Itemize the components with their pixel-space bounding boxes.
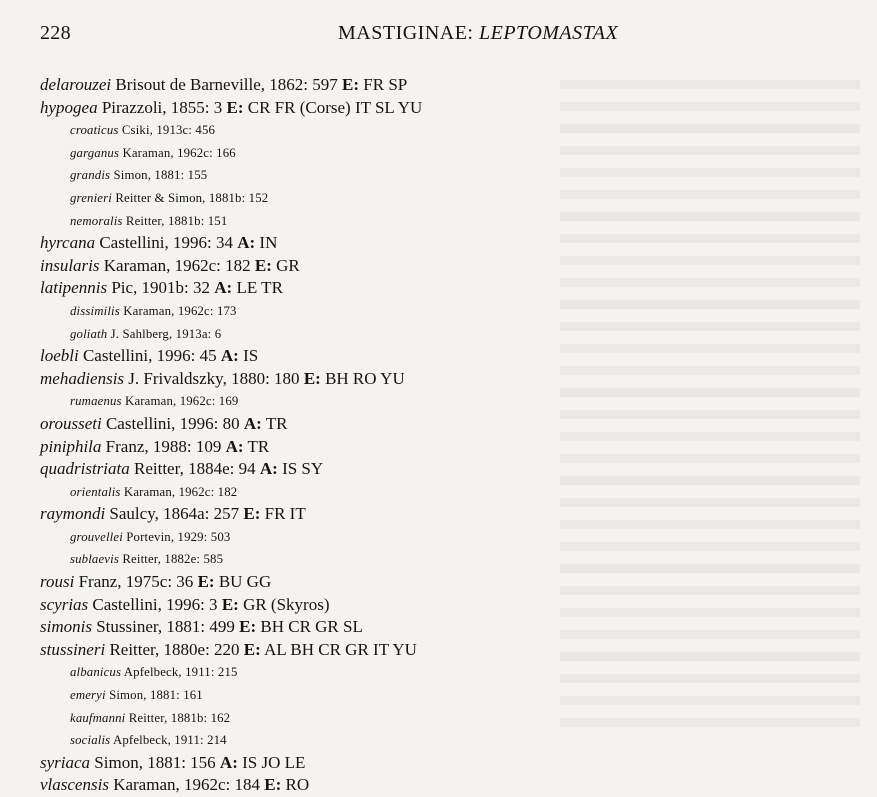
taxon-name: socialis bbox=[70, 733, 111, 748]
region-code: A: bbox=[243, 413, 262, 433]
taxon-name: scyrias bbox=[40, 594, 89, 614]
author-citation: Castellini, 1996: 80 bbox=[105, 413, 240, 433]
species-entry bbox=[40, 277, 860, 300]
region-code: E: bbox=[264, 775, 282, 795]
region-code: A: bbox=[237, 233, 256, 253]
distribution: IN bbox=[259, 233, 278, 253]
distribution: BH CR GR SL bbox=[260, 617, 363, 637]
author-citation: Karaman, 1962c: 169 bbox=[125, 394, 239, 409]
author-citation: Apfelbeck, 1911: 215 bbox=[123, 665, 238, 680]
author-citation: Pirazzoli, 1855: 3 bbox=[101, 97, 223, 117]
synonym-entry bbox=[40, 526, 860, 549]
taxon-name: piniphila bbox=[40, 436, 102, 456]
distribution: IS JO LE bbox=[242, 752, 306, 772]
species-entry bbox=[40, 616, 860, 639]
synonym-entry bbox=[40, 481, 860, 504]
taxon-name: albanicus bbox=[70, 665, 122, 680]
author-citation: Simon, 1881: 161 bbox=[109, 688, 203, 703]
species-entry bbox=[40, 458, 860, 481]
species-entry bbox=[40, 752, 860, 775]
taxon-name: stussineri bbox=[40, 639, 106, 659]
region-code: E: bbox=[303, 368, 321, 388]
distribution: IS bbox=[243, 346, 259, 366]
taxon-name: garganus bbox=[70, 145, 120, 160]
region-code: E: bbox=[342, 75, 360, 94]
distribution: GR (Skyros) bbox=[243, 594, 330, 614]
region-code: E: bbox=[254, 255, 272, 275]
taxon-name: orientalis bbox=[70, 484, 121, 499]
taxon-name: rumaenus bbox=[70, 394, 122, 409]
synonym-entry bbox=[40, 729, 860, 752]
distribution: AL BH CR GR IT YU bbox=[264, 639, 417, 659]
page-header bbox=[40, 22, 840, 50]
author-citation: J. Sahlberg, 1913a: 6 bbox=[110, 326, 222, 341]
author-citation: Apfelbeck, 1911: 214 bbox=[112, 733, 227, 748]
distribution: CR FR (Corse) IT SL YU bbox=[247, 97, 423, 117]
author-citation: Simon, 1881: 155 bbox=[113, 168, 208, 183]
running-title bbox=[338, 22, 618, 45]
synonym-entry bbox=[40, 661, 860, 684]
species-entry bbox=[40, 571, 860, 594]
distribution: FR IT bbox=[264, 504, 306, 524]
synonym-entry bbox=[40, 684, 860, 707]
synonym-entry bbox=[40, 119, 860, 142]
taxon-name: sublaevis bbox=[70, 552, 119, 567]
page-number: 228 bbox=[40, 22, 71, 44]
author-citation: Franz, 1988: 109 bbox=[105, 436, 222, 456]
distribution: GR bbox=[276, 255, 300, 275]
region-code: E: bbox=[226, 97, 244, 117]
distribution: IS SY bbox=[282, 459, 324, 479]
species-entry bbox=[40, 97, 860, 120]
author-citation: Simon, 1881: 156 bbox=[94, 752, 216, 772]
author-citation: Portevin, 1929: 503 bbox=[126, 529, 231, 544]
taxon-name: latipennis bbox=[40, 278, 108, 298]
running-title-genus: LEPTOMASTAX bbox=[479, 22, 619, 44]
distribution: FR SP bbox=[363, 75, 408, 94]
taxon-name: goliath bbox=[70, 326, 108, 341]
author-citation: Reitter, 1880e: 220 bbox=[109, 639, 240, 659]
taxon-name: hypogea bbox=[40, 97, 98, 117]
species-entry bbox=[40, 413, 860, 436]
distribution: LE TR bbox=[236, 278, 283, 298]
taxon-name: emeryi bbox=[70, 688, 106, 703]
taxon-name: hyrcana bbox=[40, 233, 96, 253]
species-entry bbox=[40, 436, 860, 459]
taxon-name: rousi bbox=[40, 572, 75, 592]
author-citation: Reitter, 1881b: 162 bbox=[128, 710, 231, 725]
author-citation: Saulcy, 1864a: 257 bbox=[109, 504, 240, 524]
species-entry bbox=[40, 368, 860, 391]
taxon-name: dissimilis bbox=[70, 303, 120, 318]
running-title-prefix: MASTIGINAE: bbox=[338, 22, 479, 44]
synonym-entry bbox=[40, 187, 860, 210]
region-code: A: bbox=[220, 346, 239, 366]
taxon-name: kaufmanni bbox=[70, 710, 126, 725]
author-citation: Castellini, 1996: 34 bbox=[99, 233, 233, 253]
region-code: E: bbox=[239, 617, 257, 637]
distribution: BU GG bbox=[218, 572, 272, 592]
synonym-entry bbox=[40, 390, 860, 413]
region-code: A: bbox=[259, 459, 278, 479]
author-citation: Karaman, 1962c: 182 bbox=[123, 484, 238, 499]
author-citation: Csiki, 1913c: 456 bbox=[121, 123, 216, 138]
region-code: E: bbox=[243, 504, 261, 524]
synonym-entry bbox=[40, 142, 860, 165]
distribution: TR bbox=[247, 436, 270, 456]
synonym-entry bbox=[40, 707, 860, 730]
synonym-entry bbox=[40, 300, 860, 323]
synonym-entry bbox=[40, 210, 860, 233]
author-citation: Reitter & Simon, 1881b: 152 bbox=[115, 190, 269, 205]
taxon-name: croaticus bbox=[70, 123, 119, 138]
species-entry bbox=[40, 232, 860, 255]
species-entry bbox=[40, 503, 860, 526]
synonym-entry bbox=[40, 164, 860, 187]
taxon-name: vlascensis bbox=[40, 775, 109, 795]
region-code: A: bbox=[214, 278, 233, 298]
taxon-name: syriaca bbox=[40, 752, 91, 772]
author-citation: Stussiner, 1881: 499 bbox=[96, 617, 235, 637]
author-citation: Karaman, 1962c: 166 bbox=[122, 145, 236, 160]
region-code: E: bbox=[197, 572, 215, 592]
taxon-name: loebli bbox=[40, 346, 79, 366]
synonym-entry bbox=[40, 548, 860, 571]
author-citation: Karaman, 1962c: 182 bbox=[103, 255, 251, 275]
species-entry bbox=[40, 345, 860, 368]
taxon-name: nemoralis bbox=[70, 213, 123, 228]
species-entry bbox=[40, 774, 860, 797]
taxon-name: mehadiensis bbox=[40, 368, 125, 388]
distribution: BH RO YU bbox=[325, 368, 405, 388]
taxon-name: grenieri bbox=[70, 190, 112, 205]
region-code: E: bbox=[221, 594, 239, 614]
author-citation: Castellini, 1996: 3 bbox=[92, 594, 218, 614]
species-entry bbox=[40, 594, 860, 617]
author-citation: Franz, 1975c: 36 bbox=[78, 572, 194, 592]
taxon-name: grouvellei bbox=[70, 529, 123, 544]
author-citation: Reitter, 1881b: 151 bbox=[125, 213, 228, 228]
species-entry bbox=[40, 255, 860, 278]
taxon-name: delarouzei bbox=[40, 75, 112, 94]
author-citation: Pic, 1901b: 32 bbox=[111, 278, 211, 298]
distribution: TR bbox=[265, 413, 288, 433]
taxon-name: grandis bbox=[70, 168, 111, 183]
species-list bbox=[40, 74, 860, 797]
author-citation: Karaman, 1962c: 184 bbox=[113, 775, 261, 795]
author-citation: Castellini, 1996: 45 bbox=[82, 346, 217, 366]
species-entry bbox=[40, 639, 860, 662]
author-citation: Reitter, 1882e: 585 bbox=[122, 552, 224, 567]
region-code: A: bbox=[225, 436, 244, 456]
region-code: A: bbox=[219, 752, 238, 772]
taxon-name: insularis bbox=[40, 255, 100, 275]
author-citation: Karaman, 1962c: 173 bbox=[123, 303, 237, 318]
author-citation: J. Frivaldszky, 1880: 180 bbox=[128, 368, 300, 388]
taxon-name: simonis bbox=[40, 617, 92, 637]
species-entry bbox=[40, 74, 860, 97]
author-citation: Brisout de Barneville, 1862: 597 bbox=[115, 75, 338, 94]
taxon-name: orousseti bbox=[40, 413, 102, 433]
distribution: RO bbox=[285, 775, 310, 795]
author-citation: Reitter, 1884e: 94 bbox=[134, 459, 256, 479]
taxon-name: quadristriata bbox=[40, 459, 130, 479]
region-code: E: bbox=[243, 639, 261, 659]
synonym-entry bbox=[40, 323, 860, 346]
taxon-name: raymondi bbox=[40, 504, 106, 524]
